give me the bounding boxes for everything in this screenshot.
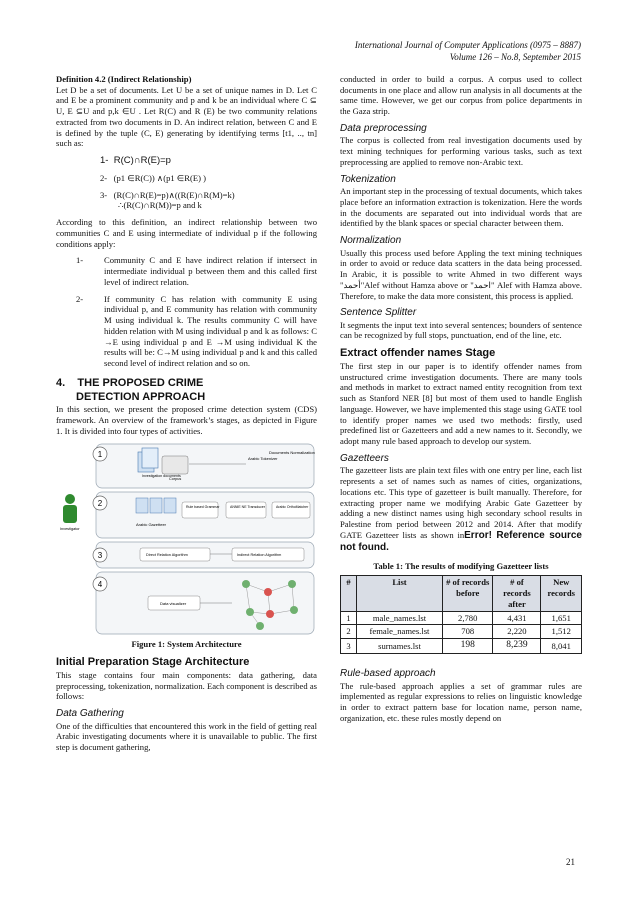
- equation-3: [100, 190, 317, 211]
- section-number: 4.: [56, 376, 66, 389]
- table-row: [341, 639, 582, 654]
- equation-2-number: 2-: [100, 173, 108, 184]
- equation-3-number: 3-: [100, 189, 108, 200]
- extract-names-heading: Extract offender names Stage: [340, 347, 496, 360]
- investigation-documents-label: Investigation documents: [142, 474, 181, 479]
- table-cell: 2,780: [443, 611, 493, 625]
- investigator-body-icon: [63, 505, 77, 523]
- table-caption: Table 1: The results of modifying Gazetteer lists: [373, 560, 549, 571]
- condition-text: Community C and E have indirect relation if intersect in intermediate individual p between them and this called first level of indirect relation.: [104, 255, 317, 287]
- table-cell: 4,431: [493, 611, 541, 625]
- gazetteers-heading: Gazetteers: [340, 452, 389, 464]
- arabic-gazetteer-label: Arabic Gazetteer: [136, 522, 167, 528]
- equation-1: [100, 155, 317, 167]
- condition-number: 1-: [76, 255, 84, 266]
- table-cell: 8,041: [541, 639, 582, 654]
- table-cell: 1,512: [541, 625, 582, 639]
- table-cell: surnames.lst: [357, 639, 443, 654]
- graph-node: [256, 622, 264, 630]
- conditions-intro: According to this definition, an indirect relationship between two communities C and E using intermediate of individual p if the following conditions apply:: [56, 217, 317, 249]
- continued-body: conducted in order to build a corpus. A corpus used to collect documents in one place and allow run analysis in all documents at the same time. However, we get our corpus from police departments in the Gaza strip.: [340, 74, 582, 117]
- stage-3-label: 3: [97, 551, 103, 561]
- table-cell: 2: [341, 625, 357, 639]
- graph-node: [264, 588, 272, 596]
- gazetteer-list-icon: [136, 498, 148, 513]
- figure-caption: Figure 1: System Architecture: [131, 639, 242, 650]
- investigator-head-icon: [65, 494, 75, 504]
- graph-node: [266, 610, 274, 618]
- graph-node: [288, 580, 296, 588]
- table-cell: male_names.lst: [357, 611, 443, 625]
- direct-relation-label: Direct Relation Algorithm: [146, 553, 188, 558]
- table-header-cell: New records: [541, 576, 582, 611]
- left-column: [56, 74, 317, 753]
- data-gathering-body: One of the difficulties that encountered this work in the field of getting real Arabic investigating documents where it is unavailable to public. The first step is document gathering,: [56, 720, 317, 753]
- journal-volume: Volume 126 – No.8, September 2015: [449, 51, 581, 62]
- investigator-label: Investigator: [60, 527, 80, 532]
- table-header-row: [341, 576, 582, 611]
- definition-body: Let D be a set of documents. Let U be a set of unique names in D. Let C and E be a prominent community and p and k be an individual where C ⊆ U, E ⊆U and p,k ∈U . Let R(C) and R (E) be two community relations extracted from two documents in D. An indirect relation, between C and E is defined by the tuple (C, E) generating by identifying terms [t1, .., tn] such as:: [56, 84, 317, 149]
- documents-normalization-label: Documents Normalization: [269, 450, 315, 456]
- sentence-splitter-body: It segments the input text into several sentences; bounders of sentence can be recognized by full stops, punctuation, end of the line, etc.: [340, 319, 582, 341]
- extract-names-body: The first step in our paper is to identify offender names from unstructured crime investigation documents. There are many tools and methods in market to extract named entity recognition from text such as Stanford NER [8] but most of them used to handle English language. However, we have implemented this stage using GATE tool to identify proper names we used two methods: firstly, used predefined list or Gazetteers and add a new names to it. Secondly, we adopt many rule based approach to develop our system.: [340, 360, 582, 447]
- equation-1-text: R(C)∩R(E)=p: [113, 155, 171, 167]
- gazetteers-text: The gazetteer lists are plain text files with one entry per line, each list represents a set of names such as names of cities, organizations, locations etc. This type of gazetteer is built manually. Therefore, for extracting proper name we modifying Arabic Gate Gazetteer by adding a new distinct names using high secondary school results in Palestine from period between 2012 and 2014. After that modify GATE Gazetteer lists as shown in: [340, 465, 582, 540]
- annie-transducer-label: ANNIE NE Transducer: [230, 505, 266, 510]
- table-header-cell: # of records after: [493, 576, 541, 611]
- table-header-cell: List: [357, 576, 443, 611]
- corpus-label: Corpus: [169, 477, 182, 482]
- rule-based-heading: Rule-based approach: [340, 668, 436, 680]
- table-header-cell: #: [341, 576, 357, 611]
- table-row: [341, 625, 582, 639]
- table-cell: 1,651: [541, 611, 582, 625]
- equation-3-line-1: (R(C)∩R(E)=p)∧((R(E)∩R(M)=k): [113, 189, 235, 200]
- conditions-list: [56, 255, 317, 368]
- stage-2-label: 2: [97, 499, 103, 509]
- condition-item: [56, 294, 317, 369]
- rule-based-body: The rule-based approach applies a set of grammar rules are implemented as regular expressions to relies on linguistic knowledge in order to extract pattern base for location name, person name, organization, etc. these rules mostly depend on: [340, 680, 582, 723]
- table-cell: 2,220: [493, 625, 541, 639]
- running-header: [355, 40, 581, 63]
- table-cell: 198: [443, 639, 493, 654]
- normalization-body: Usually this process used before Appling the text mining techniques in order to avoid or reduce data scatters in the data being processed. In Arabic, it is possible to write Ahmed in two different ways "أحمد"Alef without Hamza above or "احمد" Alef with Hamza above. Therefore, to make the data more consistent, this process is applied.: [340, 247, 582, 301]
- page-number: 21: [566, 857, 575, 867]
- corpus-icon: [162, 456, 188, 474]
- arabic-orthomatcher-label: Arabic OrthoMatcher: [276, 505, 309, 510]
- subsection-heading: Initial Preparation Stage Architecture: [56, 656, 250, 669]
- table-header-cell: # of records before: [443, 576, 493, 611]
- system-architecture-figure: [56, 442, 317, 637]
- section-title-line-2: DETECTION APPROACH: [76, 390, 206, 403]
- definition-title: Definition 4.2 (Indirect Relationship): [56, 74, 192, 84]
- equation-3-line-2: ∴(R(C)∩R(M))=p and k: [118, 200, 202, 211]
- gazetteer-table: [340, 575, 582, 654]
- rule-based-grammar-label: Rule based Grammar: [186, 505, 220, 510]
- gazetteer-list-icon: [150, 498, 162, 513]
- stage-4-label: 4: [97, 580, 103, 590]
- condition-number: 2-: [76, 293, 84, 304]
- equation-2-text: (p1 ∈R(C)) ∧(p1 ∈R(E) ): [113, 173, 207, 184]
- table-cell: 8,239: [493, 639, 541, 654]
- stage-1-label: 1: [97, 450, 103, 460]
- arabic-tokenizer-label: Arabic Tokenizer: [248, 456, 278, 462]
- architecture-diagram: [56, 442, 317, 637]
- tokenization-body: An important step in the processing of textual documents, which takes place before an information extraction is tokenization. Here the words in the documents are separated out into individual words that are identified by the blank spaces or special character between them.: [340, 186, 582, 229]
- equation-1-number: 1-: [100, 155, 109, 167]
- table-cell: 1: [341, 611, 357, 625]
- condition-text: If community C has relation with community E using individual p, and E community has relation with community M using individual k. The results community C will have hidden relation with M using individual p and k as follows: C →E using individual p and E →M using individual K the results will be: C→M using individual p and k and this called second level of indirect relation and so on.: [104, 293, 317, 369]
- section-heading: [56, 377, 317, 405]
- table-cell: female_names.lst: [357, 625, 443, 639]
- table-cell: 3: [341, 639, 357, 654]
- data-preprocessing-body: The corpus is collected from real investigation documents used by text mining techniques for performing various tasks, such as text preprocessing are applied to remove non-Arabic text.: [340, 135, 582, 167]
- sentence-splitter-heading: Sentence Splitter: [340, 307, 417, 319]
- data-visualizer-label: Data visualizer: [160, 601, 187, 607]
- gazetteer-list-icon: [164, 498, 176, 513]
- subsection-body: This stage contains four main components: data gathering, data preprocessing, tokenization, normalization. Each component is described as follows:: [56, 669, 317, 702]
- data-gathering-heading: Data Gathering: [56, 708, 124, 720]
- journal-name: International Journal of Computer Applications (0975 – 8887): [354, 40, 581, 50]
- reference-error: Error! Reference source not found.: [340, 529, 582, 554]
- graph-node: [290, 606, 298, 614]
- gazetteers-body: [340, 465, 582, 554]
- condition-item: [56, 255, 317, 287]
- equation-2: [100, 173, 317, 184]
- graph-node: [246, 608, 254, 616]
- table-row: [341, 611, 582, 625]
- table-cell: 708: [443, 625, 493, 639]
- document-stack-icon: [142, 448, 158, 468]
- indirect-relation-label: Indirect Relation Algorithm: [237, 553, 282, 558]
- tokenization-heading: Tokenization: [340, 173, 396, 185]
- data-preprocessing-heading: Data preprocessing: [340, 122, 427, 134]
- normalization-heading: Normalization: [340, 235, 402, 247]
- graph-node: [242, 580, 250, 588]
- section-title-line-1: THE PROPOSED CRIME: [77, 376, 204, 389]
- section-body: In this section, we present the proposed crime detection system (CDS) framework. An overview of the framework’s stages, as depicted in Figure 1. It is divided into four types of activities.: [56, 404, 317, 436]
- right-column: [340, 74, 582, 723]
